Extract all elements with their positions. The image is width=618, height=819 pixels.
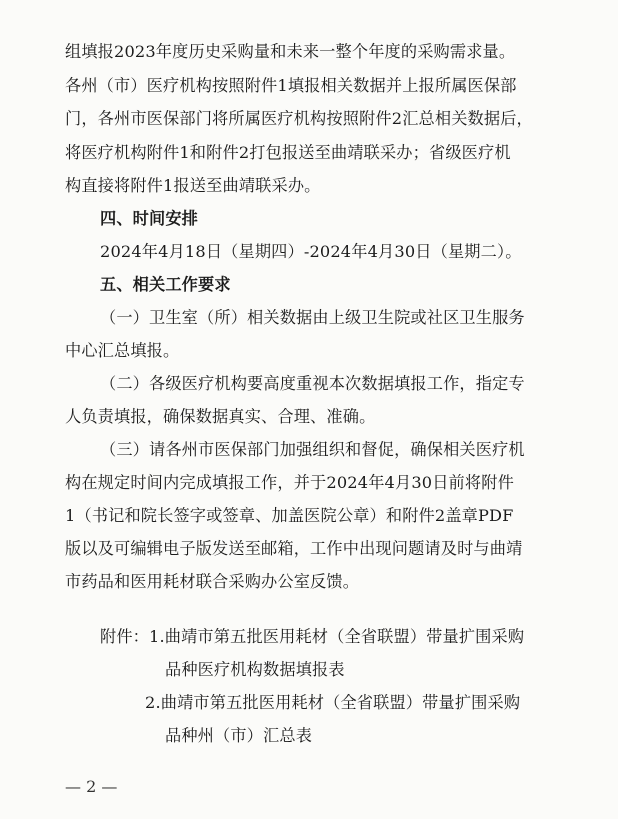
requirement-item-2-line: 人负责填报，确保数据真实、合理、准确。	[65, 407, 376, 426]
section-heading-schedule: 四、时间安排	[100, 209, 199, 228]
paragraph-line: 将医疗机构附件1和附件2打包报送至曲靖联采办；省级医疗机	[65, 143, 511, 162]
requirement-item-2-line: （二）各级医疗机构要高度重视本次数据填报工作，指定专	[100, 374, 525, 393]
paragraph-line: 各州（市）医疗机构按照附件1填报相关数据并上报所属医保部	[65, 76, 517, 95]
section-heading-requirements: 五、相关工作要求	[100, 275, 231, 294]
schedule-text: 2024年4月18日（星期四）-2024年4月30日（星期二）。	[100, 242, 522, 261]
requirement-item-3-line: 版以及可编辑电子版发送至邮箱，工作中出现问题请及时与曲靖	[65, 539, 523, 558]
requirement-item-1-line: 中心汇总填报。	[65, 341, 180, 360]
paragraph-line: 门，各州市医保部门将所属医疗机构按照附件2汇总相关数据后，	[65, 109, 533, 128]
requirement-item-1-line: （一）卫生室（所）相关数据由上级卫生院或社区卫生服务	[100, 308, 525, 327]
attachment-2-line: 品种州（市）汇总表	[165, 726, 313, 745]
attachment-1-line: 品种医疗机构数据填报表	[165, 660, 345, 679]
attachment-1-line: 附件：1.曲靖市第五批医用耗材（全省联盟）带量扩围采购	[100, 627, 525, 646]
requirement-item-3-line: 市药品和医用耗材联合采购办公室反馈。	[65, 572, 360, 591]
requirement-item-3-line: （三）请各州市医保部门加强组织和督促，确保相关医疗机	[100, 440, 525, 459]
requirement-item-3-line: 1（书记和院长签字或签章、加盖医院公章）和附件2盖章PDF	[65, 506, 514, 525]
page-number: — 2 —	[65, 777, 118, 796]
paragraph-line: 组填报2023年度历史采购量和未来一整个年度的采购需求量。	[65, 42, 516, 61]
requirement-item-3-line: 构在规定时间内完成填报工作，并于2024年4月30日前将附件	[65, 473, 514, 492]
attachment-2-line: 2.曲靖市第五批医用耗材（全省联盟）带量扩围采购	[145, 693, 521, 712]
paragraph-line: 构直接将附件1报送至曲靖联采办。	[65, 176, 321, 195]
